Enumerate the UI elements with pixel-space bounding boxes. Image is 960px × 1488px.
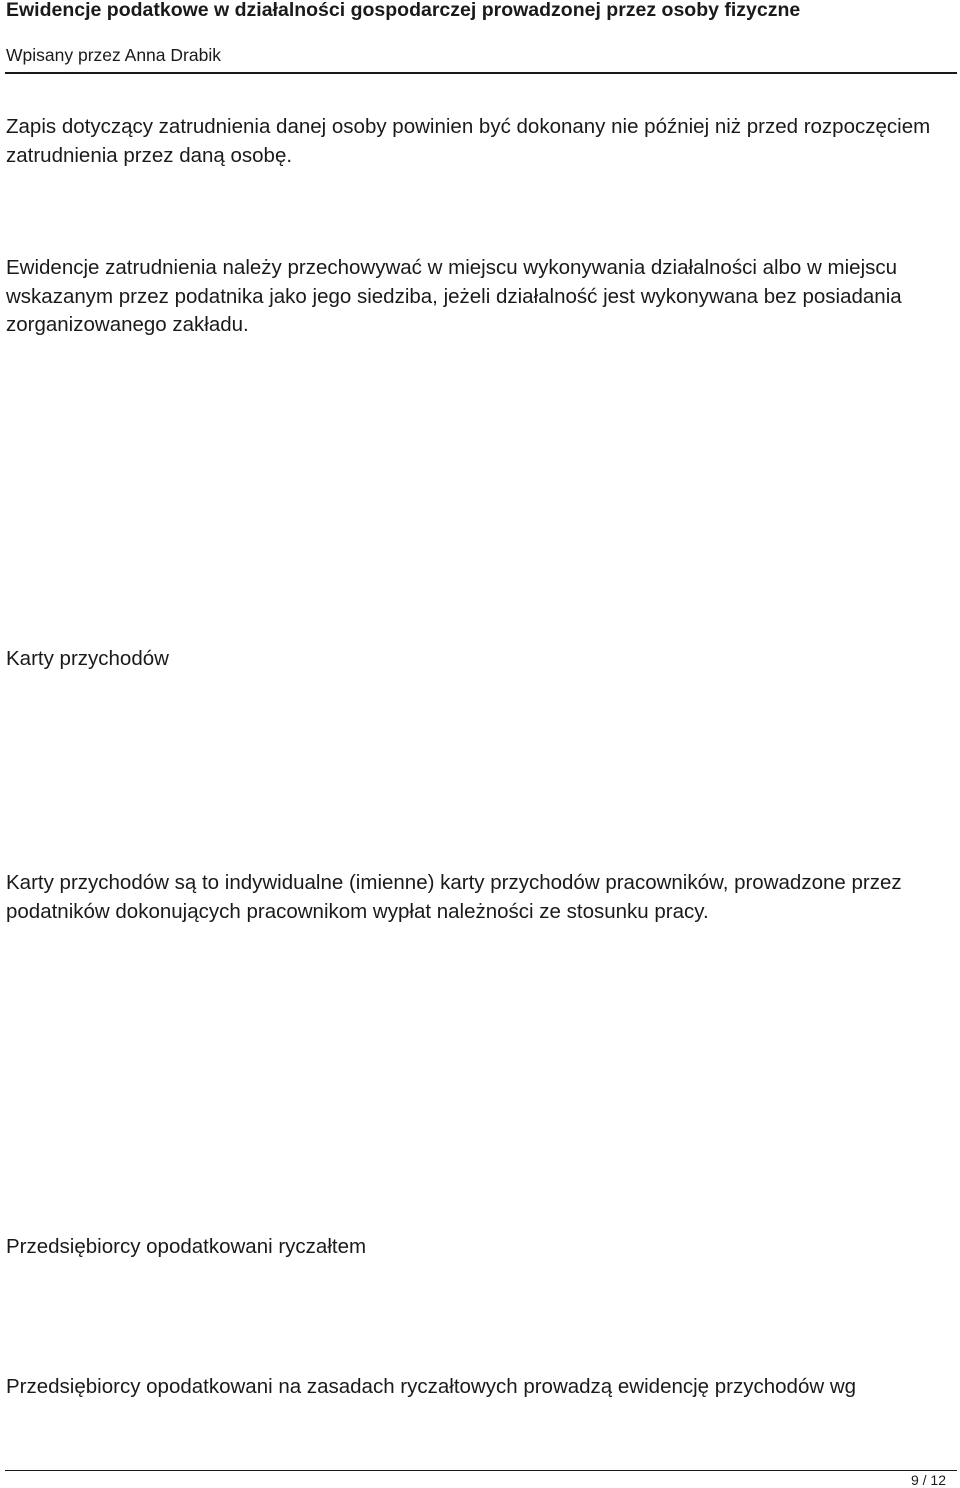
document-author: Wpisany przez Anna Drabik xyxy=(6,45,221,65)
header-divider xyxy=(5,72,957,74)
page-number: 9 / 12 xyxy=(910,1472,946,1488)
section-heading-flat-rate-entrepreneurs: Przedsiębiorcy opodatkowani ryczałtem xyxy=(6,1235,367,1258)
paragraph-employment-record-timing: Zapis dotyczący zatrudnienia danej osoby powinien być dokonany nie później niż przed rozpoczęciem zatrudnienia przez daną osobę. xyxy=(6,115,931,167)
document-title: Ewidencje podatkowe w działalności gospodarczej prowadzonej przez osoby fizyczne xyxy=(6,0,801,21)
paragraph-income-cards-definition: Karty przychodów są to indywidualne (imienne) karty przychodów pracowników, prowadzone przez podatników dokonujących pracownikom wypłat należności ze stosunku pracy. xyxy=(6,871,902,923)
paragraph-employment-record-storage: Ewidencje zatrudnienia należy przechowywać w miejscu wykonywania działalności albo w miejscu wskazanym przez podatnika jako jego siedziba, jeżeli działalność jest wykonywana bez posiadania zorganizowanego zakładu. xyxy=(6,256,902,336)
paragraph-flat-rate-records: Przedsiębiorcy opodatkowani na zasadach ryczałtowych prowadzą ewidencję przychodów wg xyxy=(6,1375,857,1398)
footer-divider xyxy=(5,1470,957,1471)
section-heading-income-cards: Karty przychodów xyxy=(6,647,169,670)
